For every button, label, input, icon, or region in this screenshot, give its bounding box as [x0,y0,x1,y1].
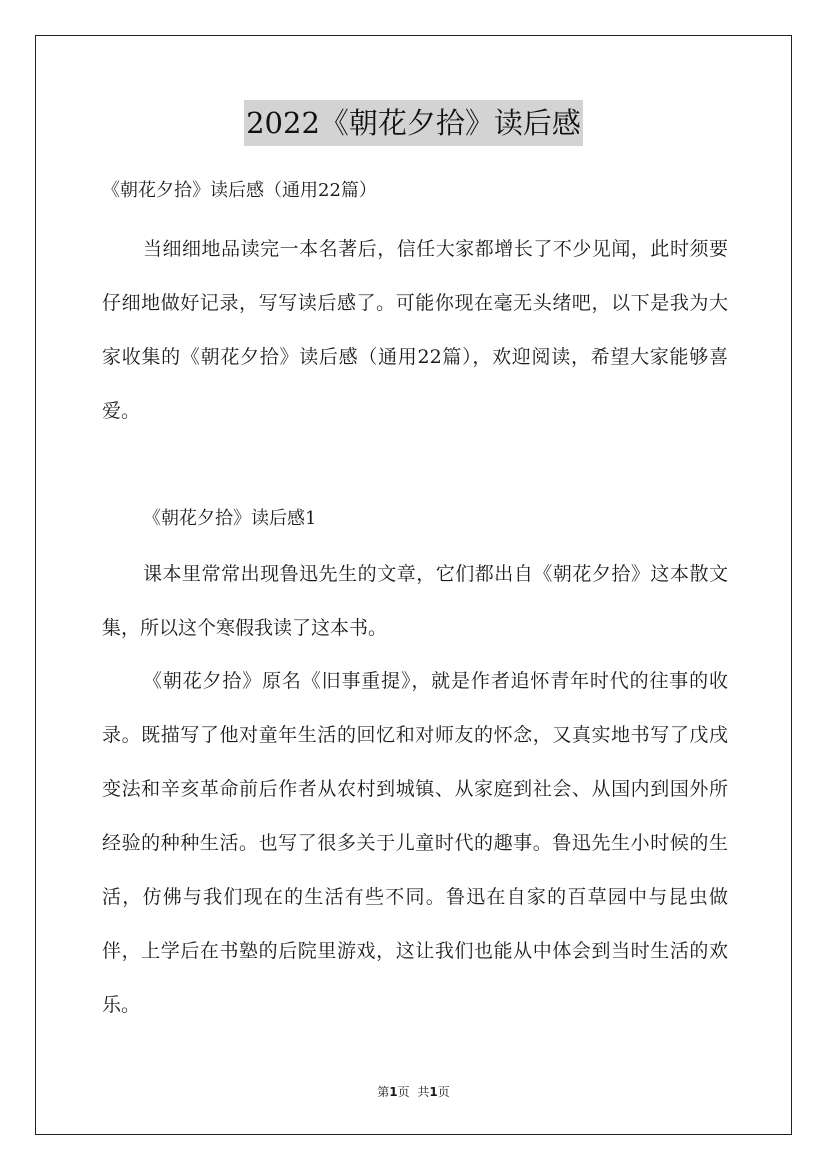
intro-paragraph: 当细细地品读完一本名著后，信任大家都增长了不少见闻，此时须要仔细地做好记录，写写读后感了。可能你现在毫无头绪吧，以下是我为大家收集的《朝花夕拾》读后感（通用22篇），欢迎阅读，希望大家能够喜爱。 [102,238,728,422]
body-paragraph-2: 《朝花夕拾》原名《旧事重提》，就是作者追怀青年时代的往事的收录。既描写了他对童年生活的回忆和对师友的怀念，又真实地书写了戊戌变法和辛亥革命前后作者从农村到城镇、从家庭到社会、从国内到国外所经验的种种生活。也写了很多关于儿童时代的趣事。鲁迅先生小时候的生活，仿佛与我们现在的生活有些不同。鲁迅在自家的百草园中与昆虫做伴，上学后在书塾的后院里游戏，这让我们也能从中体会到当时生活的欢乐。 [102,670,728,1016]
document-title [0,100,827,146]
body-paragraph-1: 课本里常常出现鲁迅先生的文章，它们都出自《朝花夕拾》这本散文集，所以这个寒假我读了这本书。 [102,563,728,639]
total-pages: 1 [429,1085,438,1099]
page-prefix: 第 [377,1085,390,1099]
page-number: 1 [389,1085,398,1099]
document-subtitle: 《朝花夕拾》读后感（通用22篇） [102,180,377,201]
total-suffix: 页 [437,1085,450,1099]
section-heading: 《朝花夕拾》读后感1 [143,508,317,529]
document-title-text: 2022《朝花夕拾》读后感 [244,100,583,146]
page-footer [0,1083,827,1101]
page-suffix: 页 [397,1085,410,1099]
total-prefix: 共 [417,1085,430,1099]
